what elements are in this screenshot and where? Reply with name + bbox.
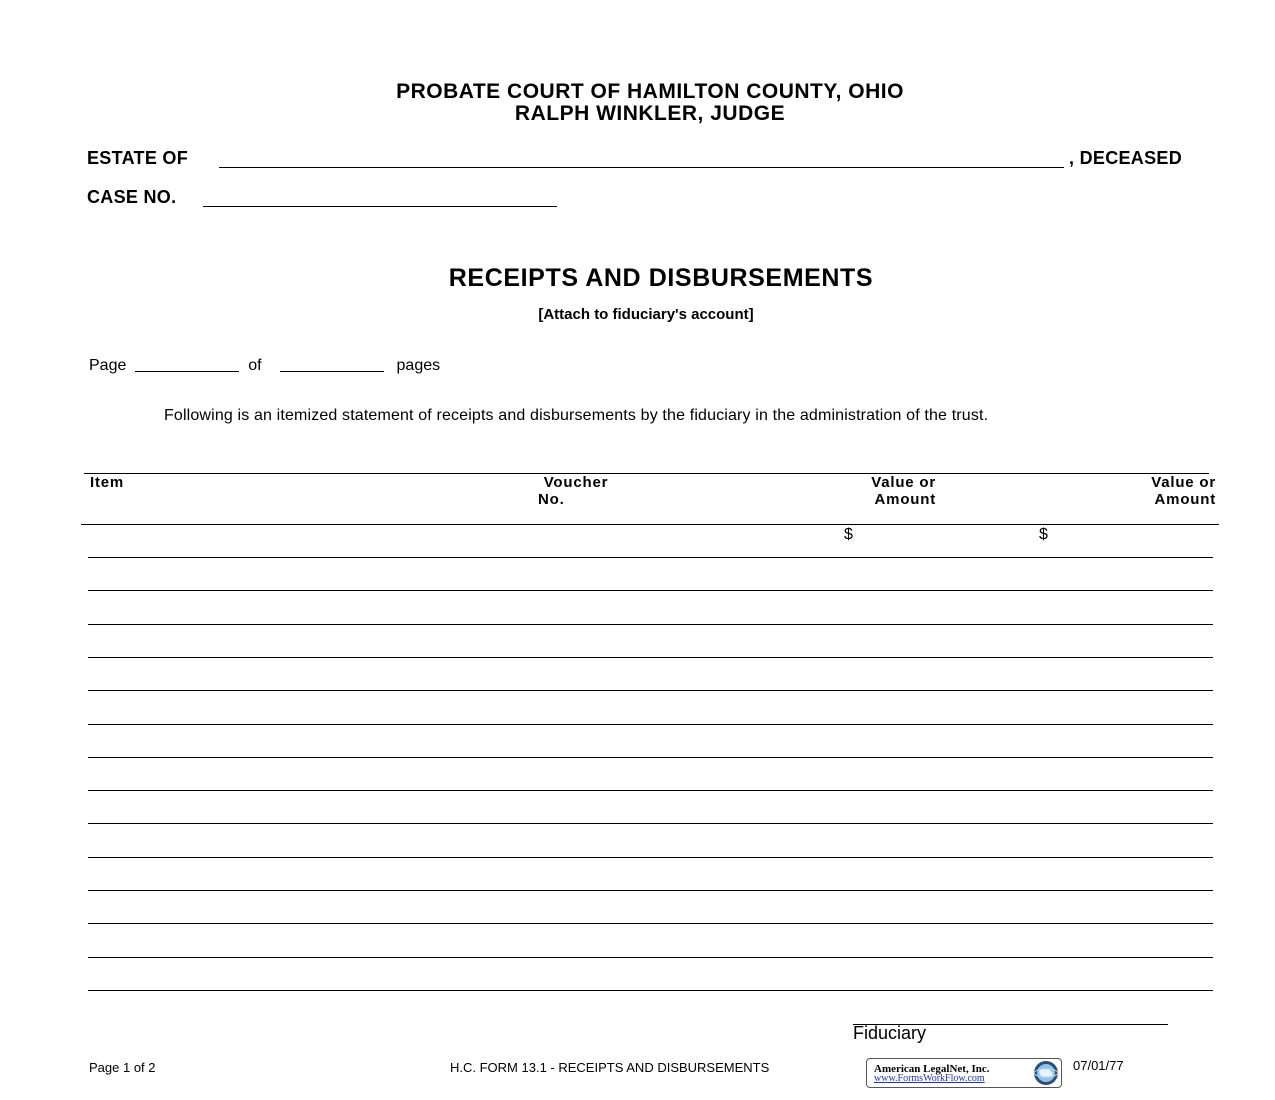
- entry-row-line[interactable]: [88, 790, 1213, 791]
- entry-row-line[interactable]: [88, 690, 1213, 691]
- entry-row-line[interactable]: [88, 557, 1213, 558]
- total-pages-field[interactable]: [280, 357, 384, 372]
- judge-name: RALPH WINKLER, JUDGE: [514, 102, 786, 125]
- column-header-value-1: [846, 474, 936, 508]
- value2-header-line1: Value or: [1151, 474, 1216, 491]
- voucher-header-line1: Voucher: [543, 474, 609, 491]
- table-top-rule: [84, 473, 1209, 474]
- entry-row-line[interactable]: [88, 657, 1213, 658]
- intro-statement: Following is an itemized statement of receipts and disbursements by the fiduciary in the administration of the trust.: [164, 407, 989, 424]
- table-header-rule: [81, 524, 1219, 525]
- entry-row-line[interactable]: [88, 823, 1213, 824]
- entry-row-line[interactable]: [88, 923, 1213, 924]
- pages-label: pages: [396, 357, 441, 374]
- entry-row-line[interactable]: [88, 890, 1213, 891]
- logo-website-link[interactable]: www.FormsWorkFlow.com: [874, 1073, 985, 1084]
- page-count-line: [89, 357, 440, 375]
- column-header-item: Item: [90, 474, 125, 491]
- value1-header-line1: Value or: [871, 474, 936, 491]
- globe-icon: [1033, 1060, 1059, 1086]
- estate-label: ESTATE OF: [87, 148, 189, 168]
- case-number-label: CASE NO.: [87, 187, 177, 207]
- form-title: RECEIPTS AND DISBURSEMENTS: [448, 264, 874, 292]
- page-number-field[interactable]: [135, 357, 239, 372]
- footer-revision-date: 07/01/77: [1073, 1058, 1124, 1073]
- currency-symbol-1: $: [844, 526, 853, 543]
- entry-row-line[interactable]: [88, 857, 1213, 858]
- footer-page-info: Page 1 of 2: [89, 1060, 156, 1075]
- entry-row-line[interactable]: [88, 624, 1213, 625]
- of-label: of: [248, 357, 262, 374]
- page-label: Page: [89, 357, 127, 374]
- voucher-header-line2: No.: [538, 491, 565, 508]
- column-header-value-2: [1126, 474, 1216, 508]
- entry-row-line[interactable]: [88, 724, 1213, 725]
- american-legalnet-logo[interactable]: [866, 1058, 1062, 1088]
- column-header-voucher: [534, 474, 618, 508]
- footer-form-name: H.C. FORM 13.1 - RECEIPTS AND DISBURSEMENTS: [450, 1060, 770, 1075]
- entry-row-line[interactable]: [88, 757, 1213, 758]
- estate-name-field[interactable]: [219, 149, 1064, 168]
- entry-row-line[interactable]: [88, 957, 1213, 958]
- deceased-label: , DECEASED: [1069, 148, 1183, 168]
- entry-row-line[interactable]: [88, 590, 1213, 591]
- case-number-field[interactable]: [203, 188, 557, 207]
- court-name: PROBATE COURT OF HAMILTON COUNTY, OHIO: [396, 80, 904, 103]
- currency-symbol-2: $: [1039, 526, 1048, 543]
- entry-row-line[interactable]: [88, 990, 1213, 991]
- attach-note: [Attach to fiduciary's account]: [538, 306, 754, 323]
- value2-header-line2: Amount: [1154, 491, 1216, 508]
- logo-company-name: American LegalNet, Inc.: [874, 1063, 990, 1075]
- fiduciary-label: Fiduciary: [853, 1023, 927, 1043]
- value1-header-line2: Amount: [874, 491, 936, 508]
